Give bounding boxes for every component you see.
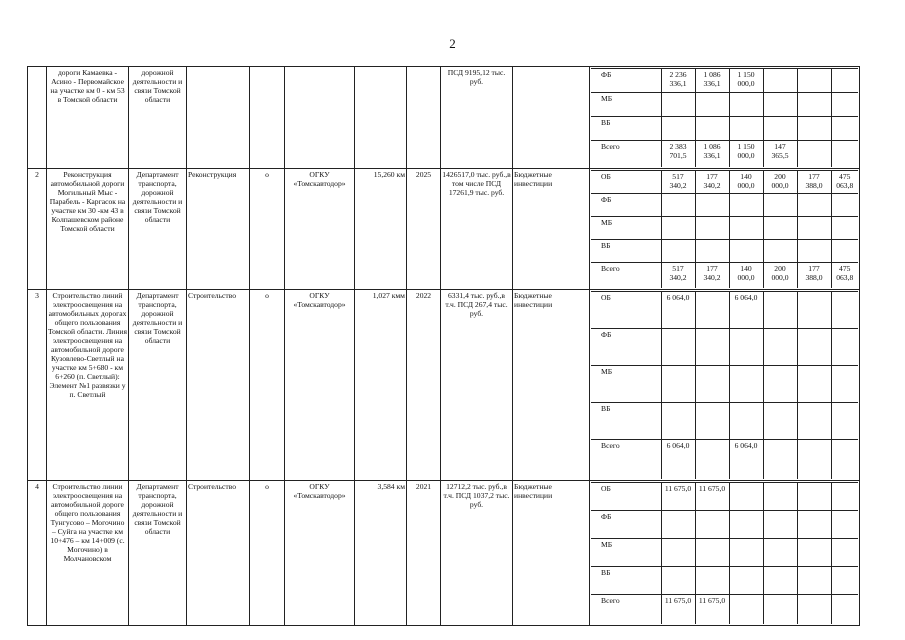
amount-cell bbox=[763, 366, 797, 403]
amount-cell: 517 340,2 bbox=[661, 262, 695, 288]
amount-cell bbox=[695, 193, 729, 216]
amount-cell bbox=[797, 510, 831, 538]
fund-source-label: МБ bbox=[591, 216, 661, 239]
cell-o: о bbox=[250, 168, 285, 290]
financing-subtable bbox=[591, 170, 858, 289]
amount-cell bbox=[763, 117, 797, 141]
cell-contractor bbox=[285, 67, 355, 169]
cell-o: о bbox=[250, 480, 285, 626]
financing-row bbox=[591, 482, 858, 510]
cell-num: 4 bbox=[28, 480, 47, 626]
amount-cell bbox=[831, 93, 858, 117]
amount-cell bbox=[661, 329, 695, 366]
amount-cell bbox=[661, 239, 695, 262]
amount-cell bbox=[729, 93, 763, 117]
amount-cell bbox=[831, 594, 858, 624]
amount-cell bbox=[729, 566, 763, 594]
financing-cell bbox=[590, 480, 860, 626]
amount-cell: 517 340,2 bbox=[661, 170, 695, 193]
amount-cell bbox=[831, 440, 858, 479]
amount-cell: 6 064,0 bbox=[729, 292, 763, 329]
cell-source: Бюджетные инвестиции bbox=[513, 168, 590, 290]
fund-source-label: ОБ bbox=[591, 482, 661, 510]
financing-subtable bbox=[591, 482, 858, 625]
amount-cell: 200 000,0 bbox=[763, 262, 797, 288]
amount-cell: 2 383 701,5 bbox=[661, 141, 695, 167]
cell-work-type: Строительство bbox=[187, 290, 250, 481]
amount-cell bbox=[763, 403, 797, 440]
cell-year bbox=[407, 67, 441, 169]
financing-cell bbox=[590, 67, 860, 169]
financing-row bbox=[591, 510, 858, 538]
financing-cell bbox=[590, 168, 860, 290]
financing-row bbox=[591, 403, 858, 440]
amount-cell bbox=[661, 366, 695, 403]
amount-cell bbox=[797, 403, 831, 440]
amount-cell bbox=[729, 482, 763, 510]
amount-cell bbox=[831, 216, 858, 239]
amount-cell: 11 675,0 bbox=[661, 594, 695, 624]
amount-cell bbox=[831, 538, 858, 566]
amount-cell bbox=[831, 482, 858, 510]
cell-work-type bbox=[187, 67, 250, 169]
financing-row bbox=[591, 170, 858, 193]
financing-row bbox=[591, 216, 858, 239]
amount-cell bbox=[695, 292, 729, 329]
financing-row bbox=[591, 594, 858, 624]
cell-customer: Департамент транспорта, дорожной деятельности и связи Томской области bbox=[129, 290, 187, 481]
amount-cell bbox=[729, 117, 763, 141]
amount-cell: 475 063,8 bbox=[831, 170, 858, 193]
amount-cell: 11 675,0 bbox=[695, 594, 729, 624]
table-row bbox=[28, 290, 860, 481]
fund-source-label: МБ bbox=[591, 366, 661, 403]
amount-cell bbox=[831, 329, 858, 366]
fund-source-label: ФБ bbox=[591, 193, 661, 216]
cell-work-type: Реконструкция bbox=[187, 168, 250, 290]
amount-cell bbox=[797, 239, 831, 262]
cell-cost: 6331,4 тыс. руб.,в т.ч. ПСД 267,4 тыс. руб. bbox=[441, 290, 513, 481]
cell-capacity: 1,027 кмм bbox=[355, 290, 407, 481]
amount-cell bbox=[831, 141, 858, 167]
fund-source-label: ОБ bbox=[591, 170, 661, 193]
page-number: 2 bbox=[449, 36, 456, 51]
financing-row bbox=[591, 440, 858, 479]
amount-cell bbox=[661, 193, 695, 216]
amount-cell bbox=[797, 292, 831, 329]
amount-cell bbox=[763, 292, 797, 329]
amount-cell bbox=[763, 216, 797, 239]
amount-cell bbox=[729, 193, 763, 216]
financing-row bbox=[591, 329, 858, 366]
fund-source-label: ФБ bbox=[591, 510, 661, 538]
cell-customer: дорожной деятельности и связи Томской области bbox=[129, 67, 187, 169]
amount-cell: 140 000,0 bbox=[729, 262, 763, 288]
fund-source-label: МБ bbox=[591, 538, 661, 566]
fund-source-label: ВБ bbox=[591, 117, 661, 141]
amount-cell bbox=[763, 482, 797, 510]
amount-cell: 11 675,0 bbox=[695, 482, 729, 510]
amount-cell bbox=[729, 538, 763, 566]
amount-cell bbox=[797, 440, 831, 479]
amount-cell: 1 086 336,1 bbox=[695, 69, 729, 93]
amount-cell bbox=[797, 216, 831, 239]
fund-source-label: ОБ bbox=[591, 292, 661, 329]
amount-cell bbox=[695, 93, 729, 117]
amount-cell bbox=[695, 117, 729, 141]
amount-cell bbox=[763, 566, 797, 594]
cell-num: 2 bbox=[28, 168, 47, 290]
amount-cell bbox=[695, 510, 729, 538]
amount-cell: 6 064,0 bbox=[729, 440, 763, 479]
cell-year: 2025 bbox=[407, 168, 441, 290]
amount-cell bbox=[661, 403, 695, 440]
financing-subtable bbox=[591, 68, 858, 167]
amount-cell bbox=[797, 594, 831, 624]
amount-cell bbox=[661, 93, 695, 117]
amount-cell: 200 000,0 bbox=[763, 170, 797, 193]
amount-cell: 6 064,0 bbox=[661, 292, 695, 329]
amount-cell bbox=[661, 566, 695, 594]
amount-cell bbox=[831, 117, 858, 141]
fund-source-label: ВБ bbox=[591, 566, 661, 594]
amount-cell bbox=[763, 440, 797, 479]
cell-capacity bbox=[355, 67, 407, 169]
amount-cell bbox=[831, 510, 858, 538]
fund-source-label: ВБ bbox=[591, 403, 661, 440]
cell-cost: 12712,2 тыс. руб.,в т.ч. ПСД 1037,2 тыс. руб. bbox=[441, 480, 513, 626]
amount-cell bbox=[729, 510, 763, 538]
fund-source-label: МБ bbox=[591, 93, 661, 117]
financing-row bbox=[591, 262, 858, 288]
amount-cell bbox=[729, 239, 763, 262]
amount-cell bbox=[797, 482, 831, 510]
amount-cell bbox=[695, 366, 729, 403]
amount-cell bbox=[797, 329, 831, 366]
amount-cell bbox=[831, 292, 858, 329]
cell-contractor: ОГКУ «Томскавтодор» bbox=[285, 480, 355, 626]
financing-row bbox=[591, 366, 858, 403]
amount-cell bbox=[661, 216, 695, 239]
cell-capacity: 15,260 км bbox=[355, 168, 407, 290]
financing-row bbox=[591, 239, 858, 262]
amount-cell: 2 236 336,1 bbox=[661, 69, 695, 93]
financing-row bbox=[591, 538, 858, 566]
amount-cell bbox=[729, 366, 763, 403]
amount-cell bbox=[763, 594, 797, 624]
fund-source-label: ВБ bbox=[591, 239, 661, 262]
amount-cell: 177 340,2 bbox=[695, 262, 729, 288]
cell-customer: Департамент транспорта, дорожной деятельности и связи Томской области bbox=[129, 168, 187, 290]
amount-cell bbox=[831, 239, 858, 262]
fund-source-label: ФБ bbox=[591, 329, 661, 366]
amount-cell: 177 388,0 bbox=[797, 262, 831, 288]
amount-cell bbox=[695, 538, 729, 566]
amount-cell bbox=[797, 193, 831, 216]
financing-cell bbox=[590, 290, 860, 481]
cell-work-type: Строительство bbox=[187, 480, 250, 626]
cell-num: 3 bbox=[28, 290, 47, 481]
fund-source-label: ФБ bbox=[591, 69, 661, 93]
amount-cell bbox=[797, 117, 831, 141]
financing-row bbox=[591, 193, 858, 216]
amount-cell: 6 064,0 bbox=[661, 440, 695, 479]
fund-source-label: Всего bbox=[591, 440, 661, 479]
amount-cell bbox=[763, 510, 797, 538]
amount-cell: 1 150 000,0 bbox=[729, 141, 763, 167]
table-row bbox=[28, 67, 860, 169]
amount-cell bbox=[797, 69, 831, 93]
amount-cell: 1 086 336,1 bbox=[695, 141, 729, 167]
amount-cell bbox=[729, 403, 763, 440]
amount-cell: 140 000,0 bbox=[729, 170, 763, 193]
amount-cell bbox=[661, 117, 695, 141]
investment-table bbox=[27, 66, 860, 626]
fund-source-label: Всего bbox=[591, 262, 661, 288]
amount-cell bbox=[831, 566, 858, 594]
amount-cell bbox=[729, 329, 763, 366]
amount-cell bbox=[797, 366, 831, 403]
financing-row bbox=[591, 141, 858, 167]
cell-num bbox=[28, 67, 47, 169]
amount-cell bbox=[763, 538, 797, 566]
amount-cell: 177 388,0 bbox=[797, 170, 831, 193]
financing-row bbox=[591, 117, 858, 141]
cell-year: 2022 bbox=[407, 290, 441, 481]
cell-o bbox=[250, 67, 285, 169]
amount-cell bbox=[695, 403, 729, 440]
financing-row bbox=[591, 566, 858, 594]
amount-cell bbox=[797, 93, 831, 117]
cell-cost: 1426517,0 тыс. руб.,в том числе ПСД 17261,9 тыс. руб. bbox=[441, 168, 513, 290]
amount-cell bbox=[831, 366, 858, 403]
cell-customer: Департамент транспорта, дорожной деятельности и связи Томской области bbox=[129, 480, 187, 626]
financing-row bbox=[591, 292, 858, 329]
cell-name: дороги Камаевка - Асино - Первомайское на участке км 0 - км 53 в Томской области bbox=[47, 67, 129, 169]
cell-name: Строительство линий электроосвещения на автомобильных дорогах общего пользования Томской области. Линия электроосвещения на автомобильной дороге Кузовлево-Светлый на участке км 5+680 - км 6+260 (п. Светлый): Элемент №1 развязки у п. Светлый bbox=[47, 290, 129, 481]
amount-cell bbox=[763, 329, 797, 366]
fund-source-label: Всего bbox=[591, 141, 661, 167]
cell-year: 2021 bbox=[407, 480, 441, 626]
amount-cell bbox=[763, 239, 797, 262]
amount-cell bbox=[797, 566, 831, 594]
amount-cell bbox=[797, 141, 831, 167]
amount-cell bbox=[763, 193, 797, 216]
amount-cell bbox=[661, 510, 695, 538]
financing-row bbox=[591, 93, 858, 117]
amount-cell bbox=[695, 440, 729, 479]
financing-subtable bbox=[591, 291, 858, 479]
cell-source: Бюджетные инвестиции bbox=[513, 480, 590, 626]
amount-cell bbox=[763, 69, 797, 93]
financing-row bbox=[591, 69, 858, 93]
cell-name: Реконструкция автомобильной дороги Могильный Мыс - Парабель - Каргасок на участке км 30 -км 43 в Колпашевском районе Томской области bbox=[47, 168, 129, 290]
cell-source bbox=[513, 67, 590, 169]
cell-contractor: ОГКУ «Томскавтодор» bbox=[285, 290, 355, 481]
cell-o: о bbox=[250, 290, 285, 481]
amount-cell: 11 675,0 bbox=[661, 482, 695, 510]
cell-source: Бюджетные инвестиции bbox=[513, 290, 590, 481]
cell-capacity: 3,584 км bbox=[355, 480, 407, 626]
amount-cell: 475 063,8 bbox=[831, 262, 858, 288]
amount-cell bbox=[695, 566, 729, 594]
amount-cell bbox=[729, 594, 763, 624]
cell-name: Строительство линии электроосвещения на автомобильной дороге общего пользования Тунгусово – Могочино – Суйга на участке км 10+476 – км 14+009 (с. Могочино) в Молчановском bbox=[47, 480, 129, 626]
amount-cell bbox=[831, 403, 858, 440]
amount-cell bbox=[695, 216, 729, 239]
amount-cell bbox=[831, 193, 858, 216]
amount-cell bbox=[831, 69, 858, 93]
amount-cell: 1 150 000,0 bbox=[729, 69, 763, 93]
amount-cell bbox=[695, 329, 729, 366]
amount-cell: 147 365,5 bbox=[763, 141, 797, 167]
table-row bbox=[28, 168, 860, 290]
amount-cell bbox=[763, 93, 797, 117]
amount-cell bbox=[695, 239, 729, 262]
cell-contractor: ОГКУ «Томскавтодор» bbox=[285, 168, 355, 290]
table-row bbox=[28, 480, 860, 626]
amount-cell bbox=[797, 538, 831, 566]
amount-cell bbox=[661, 538, 695, 566]
amount-cell bbox=[729, 216, 763, 239]
amount-cell: 177 340,2 bbox=[695, 170, 729, 193]
fund-source-label: Всего bbox=[591, 594, 661, 624]
cell-cost: ПСД 9195,12 тыс. руб. bbox=[441, 67, 513, 169]
